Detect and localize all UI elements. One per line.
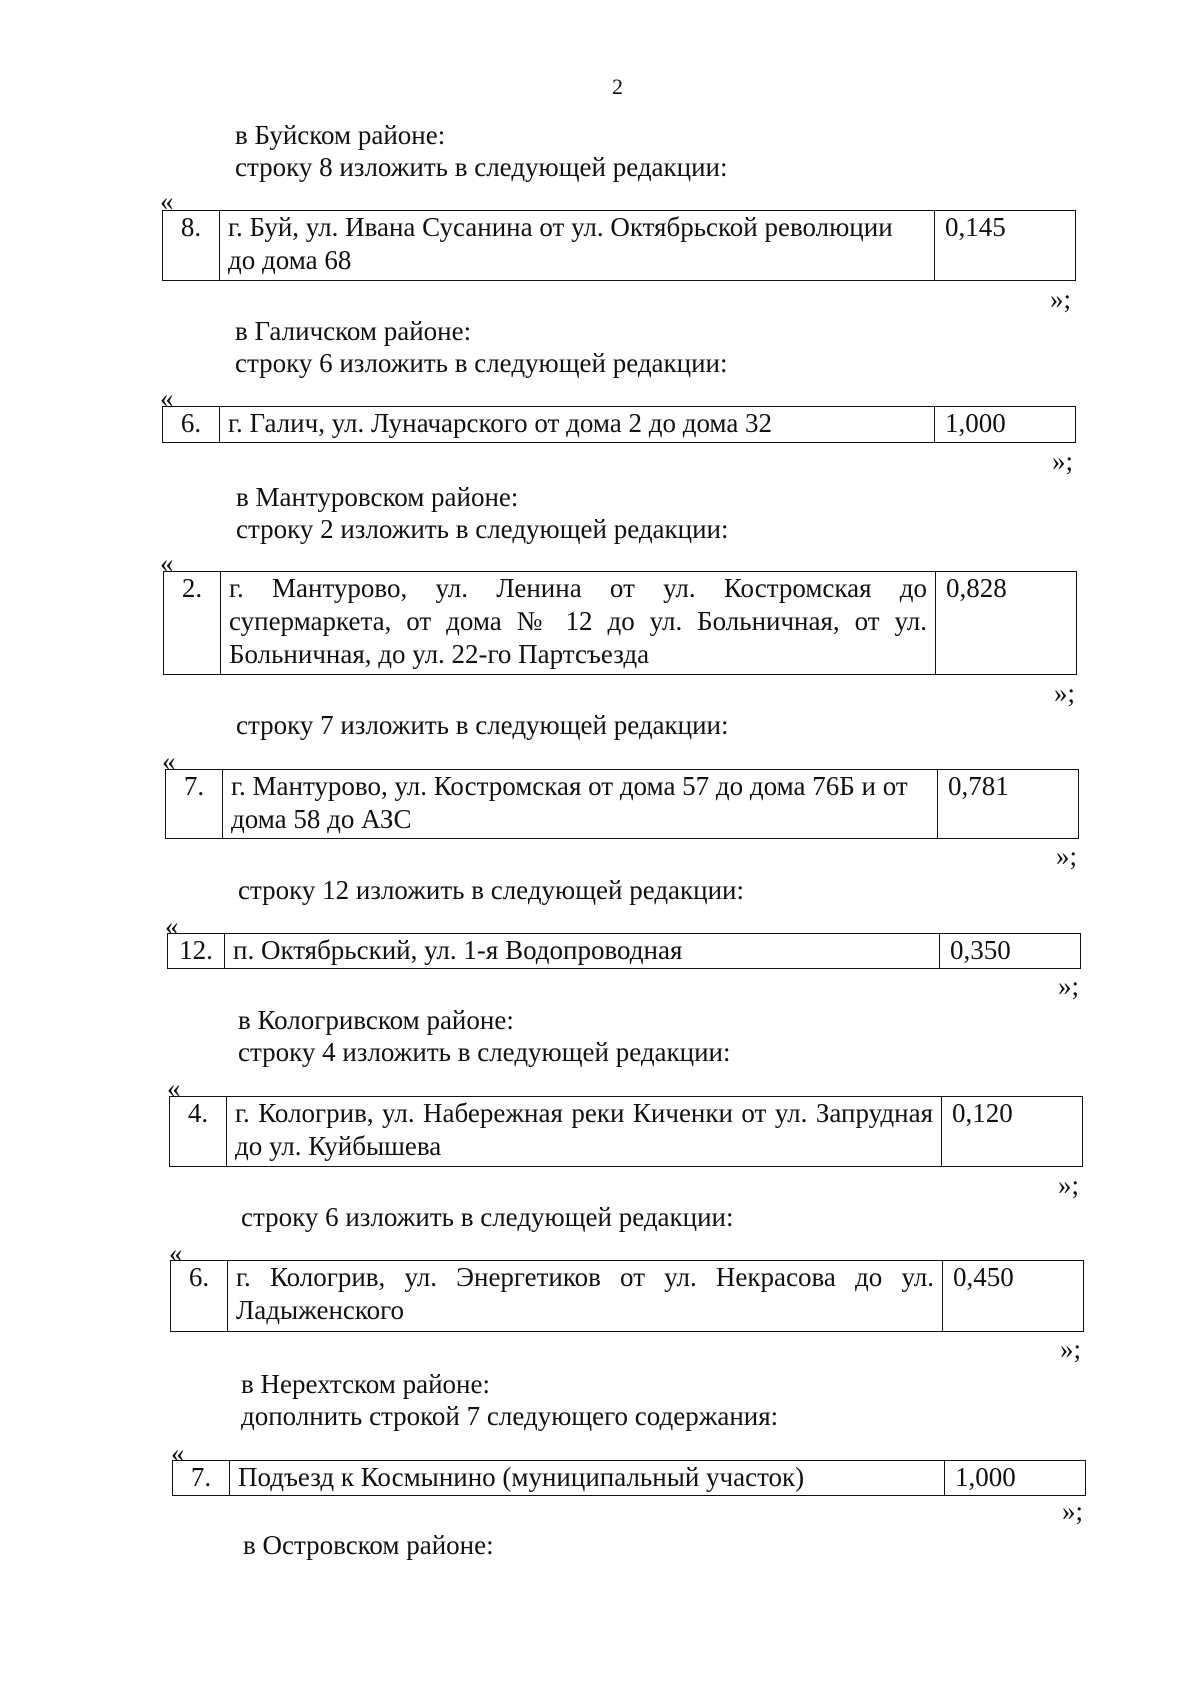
open-quote: « [167,1073,181,1103]
instruction-kologriv-row-4: строку 4 изложить в следующей редакции: [238,1037,731,1067]
table-row-kologriv-4 [169,1096,1083,1167]
page-number: 2 [612,74,623,99]
row-value: 0,781 [938,770,1079,839]
close-quote: »; [1060,1334,1082,1364]
row-number: 6. [171,1261,228,1332]
open-quote: « [169,1238,183,1268]
open-quote: « [160,548,174,578]
district-heading-manturovo: в Мантуровском районе: [236,482,519,512]
close-quote: »; [1056,841,1078,871]
table-row-buy-8 [162,210,1076,281]
row-description: п. Октябрьский, ул. 1-я Водопроводная [225,934,940,969]
table-row-manturovo-12 [167,933,1081,969]
row-number: 8. [163,211,220,281]
close-quote: »; [1058,971,1080,1001]
close-quote: »; [1058,1170,1080,1200]
instruction-manturovo-row-7: строку 7 изложить в следующей редакции: [236,710,729,740]
open-quote: « [160,383,174,413]
row-value: 0,350 [940,934,1081,969]
row-value: 0,450 [943,1261,1084,1332]
instruction-galich-row-6: строку 6 изложить в следующей редакции: [235,348,728,378]
row-description: г. Буй, ул. Ивана Сусанина от ул. Октябрьской революции до дома 68 [220,211,935,281]
row-description: Подъезд к Космынино (муниципальный участок) [230,1461,945,1496]
district-heading-buy: в Буйском районе: [235,120,446,150]
row-number: 6. [163,407,220,443]
row-number: 12. [168,934,225,969]
row-number: 7. [173,1461,230,1496]
row-number: 4. [170,1097,227,1167]
row-description: г. Кологрив, ул. Энергетиков от ул. Некрасова до ул. Ладыженского [228,1261,943,1332]
open-quote: « [165,911,179,941]
table-row-manturovo-7 [165,769,1079,839]
instruction-manturovo-row-12: строку 12 изложить в следующей редакции: [238,875,745,905]
row-value: 0,120 [942,1097,1083,1167]
table-row-nerekhta-7 [172,1460,1086,1496]
close-quote: »; [1062,1496,1084,1526]
row-number: 7. [166,770,223,839]
row-description: г. Галич, ул. Луначарского от дома 2 до дома 32 [220,407,935,443]
instruction-manturovo-row-2: строку 2 изложить в следующей редакции: [236,514,729,544]
row-value: 0,828 [936,572,1077,675]
table-row-manturovo-2 [163,571,1077,675]
close-quote: »; [1054,678,1076,708]
district-heading-kologriv: в Кологривском районе: [238,1005,514,1035]
row-value: 0,145 [935,211,1076,281]
row-description: г. Кологрив, ул. Набережная реки Киченки от ул. Запрудная до ул. Куйбышева [227,1097,942,1167]
instruction-kologriv-row-6: строку 6 изложить в следующей редакции: [241,1202,734,1232]
close-quote: »; [1050,284,1072,314]
open-quote: « [160,186,174,216]
row-value: 1,000 [945,1461,1086,1496]
district-heading-galich: в Галичском районе: [235,316,472,346]
instruction-nerekhta-row-7: дополнить строкой 7 следующего содержания: [241,1401,779,1431]
district-heading-nerekhta: в Нерехтском районе: [241,1369,490,1399]
instruction-buy-row-8: строку 8 изложить в следующей редакции: [235,152,728,182]
close-quote: »; [1052,446,1074,476]
table-row-galich-6 [162,406,1076,443]
open-quote: « [171,1438,185,1468]
row-number: 2. [164,572,221,675]
table-row-kologriv-6 [170,1260,1084,1332]
row-description: г. Мантурово, ул. Костромская от дома 57 до дома 76Б и от дома 58 до АЗС [223,770,938,839]
row-description: г. Мантурово, ул. Ленина от ул. Костромская до супермаркета, от дома № 12 до ул. Больничная, от ул. Больничная, до ул. 22-го Партсъезда [221,572,936,675]
row-value: 1,000 [935,407,1076,443]
district-heading-ostrovskoye: в Островском районе: [243,1530,494,1560]
open-quote: « [162,746,176,776]
